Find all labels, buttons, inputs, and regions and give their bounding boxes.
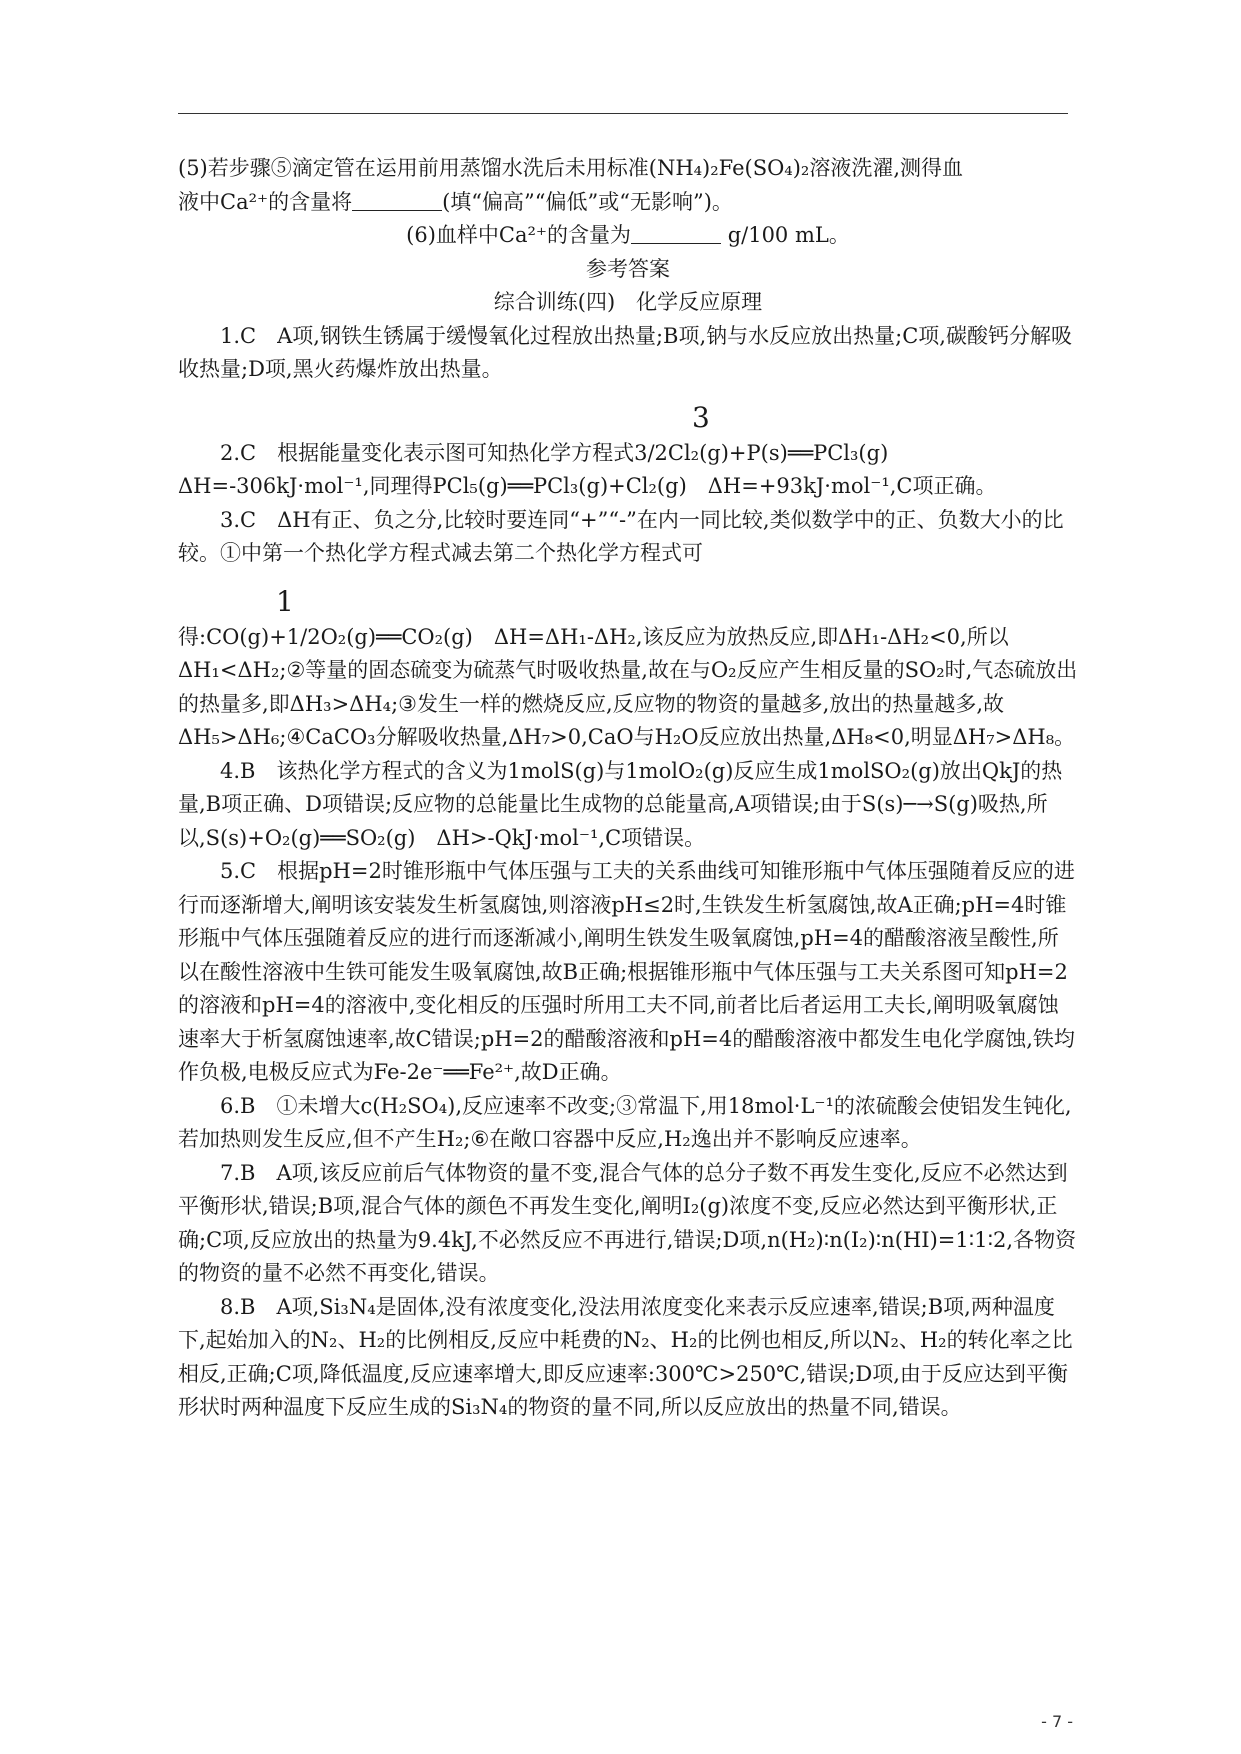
answer-4: 4.B 该热化学方程式的含义为1molS(g)与1molO₂(g)反应生成1molSO₂(g)放出QkJ的热量,B项正确、D项错误;反应物的总能量比生成物的总能量高,A项错误;由于S(s)─→S(g)吸热,所以,S(s)+O₂(g)══SO₂(g) ΔH>-QkJ·mol⁻¹,C项错误。 xyxy=(178,758,1063,850)
fraction-numerator: 3 xyxy=(692,400,710,434)
answer-2: 2.C 根据能量变化表示图可知热化学方程式3/2Cl₂(g)+P(s)══PCl₃(g) ΔH=-306kJ·mol⁻¹,同理得PCl₅(g)══PCl₃(g)+Cl₂(g) ΔH=+93kJ·mol⁻¹,C项正确。 xyxy=(178,440,997,498)
question-6: (6)血样中Ca²⁺的含量为 g/100 mL。 xyxy=(406,223,850,247)
answers-title: 参考答案 xyxy=(586,256,670,281)
answer-8: 8.B A项,Si₃N₄是固体,没有浓度变化,没法用浓度变化来表示反应速率,错误;B项,两种温度下,起始加入的N₂、H₂的比例相反,反应中耗费的N₂、H₂的比例也相反,所以N₂、H₂的转化率之比相反,正确;C项,降低温度,反应速率增大,即反应速率:300℃>250℃,错误;D项,由于反应达到平衡形状时两种温度下反应生成的Si₃N₄的物资的量不同,所以反应放出的热量不同,错误。 xyxy=(178,1294,1073,1419)
answer-3-continued: 得:CO(g)+1/2O₂(g)══CO₂(g) ΔH=ΔH₁-ΔH₂,该反应为放热反应,即ΔH₁-ΔH₂<0,所以ΔH₁<ΔH₂;②等量的固态硫变为硫蒸气时吸收热量,故在与O₂反应产生相反量的SO₂时,气态硫放出的热量多,即ΔH₃>ΔH₄;③发生一样的燃烧反应,反应物的物资的量越多,放出的热量越多,故ΔH₅>ΔH₆;④CaCO₃分解吸收热量,ΔH₇>0,CaO与H₂O反应放出热量,ΔH₈<0,明显ΔH₇>ΔH₈。 xyxy=(178,624,1078,749)
answer-5: 5.C 根据pH=2时锥形瓶中气体压强与工夫的关系曲线可知锥形瓶中气体压强随着反应的进行而逐渐增大,阐明该安装发生析氢腐蚀,则溶液pH≤2时,生铁发生析氢腐蚀,故A正确;pH=4时锥形瓶中气体压强随着反应的进行而逐渐减小,阐明生铁发生吸氧腐蚀,pH=4的醋酸溶液呈酸性,所以在酸性溶液中生铁可能发生吸氧腐蚀,故B正确;根据锥形瓶中气体压强与工夫关系图可知pH=2的溶液和pH=4的溶液中,变化相反的压强时所用工夫不同,前者比后者运用工夫长,阐明吸氧腐蚀速率大于析氢腐蚀速率,故C错误;pH=2的醋酸溶液和pH=4的醋酸溶液中都发生电化学腐蚀,铁均作负极,电极反应式为Fe-2e⁻══Fe²⁺,故D正确。 xyxy=(178,859,1075,1084)
answer-3: 3.C ΔH有正、负之分,比较时要连同“+”“-”在内一同比较,类似数学中的正、负数大小的比较。①中第一个热化学方程式减去第二个热化学方程式可 xyxy=(178,507,1064,565)
question-5-line1: (5)若步骤⑤滴定管在运用前用蒸馏水洗后未用标准(NH₄)₂Fe(SO₄)₂溶液洗濯,测得血 xyxy=(178,156,964,180)
document-body xyxy=(178,152,1078,1425)
fraction-row xyxy=(178,387,1078,437)
answer-1: 1.C A项,钢铁生锈属于缓慢氧化过程放出热量;B项,钠与水反应放出热量;C项,碳酸钙分解吸收热量;D项,黑火药爆炸放出热量。 xyxy=(178,323,1072,381)
fraction-numerator: 1 xyxy=(276,584,294,618)
answer-blank xyxy=(631,223,721,244)
header-rule xyxy=(178,113,1068,114)
section-title: 综合训练(四) 化学反应原理 xyxy=(493,290,763,314)
answer-blank xyxy=(352,190,442,211)
question-5-line2: 液中Ca²⁺的含量将 (填“偏高”“偏低”或“无影响”)。 xyxy=(178,189,733,214)
fraction-row xyxy=(178,571,1078,621)
answer-7: 7.B A项,该反应前后气体物资的量不变,混合气体的总分子数不再发生变化,反应不必然达到平衡形状,错误;B项,混合气体的颜色不再发生变化,阐明I₂(g)浓度不变,反应必然达到平衡形状,正确;C项,反应放出的热量为9.4kJ,不必然反应不再进行,错误;D项,n(H₂)∶n(I₂)∶n(HI)=1∶1∶2,各物资的物资的量不必然不再变化,错误。 xyxy=(178,1160,1077,1285)
answer-6: 6.B ①未增大c(H₂SO₄),反应速率不改变;③常温下,用18mol·L⁻¹的浓硫酸会使铝发生钝化,若加热则发生反应,但不产生H₂;⑥在敞口容器中反应,H₂逸出并不影响反应速率。 xyxy=(178,1093,1072,1151)
page-number: - 7 - xyxy=(1041,1712,1073,1731)
